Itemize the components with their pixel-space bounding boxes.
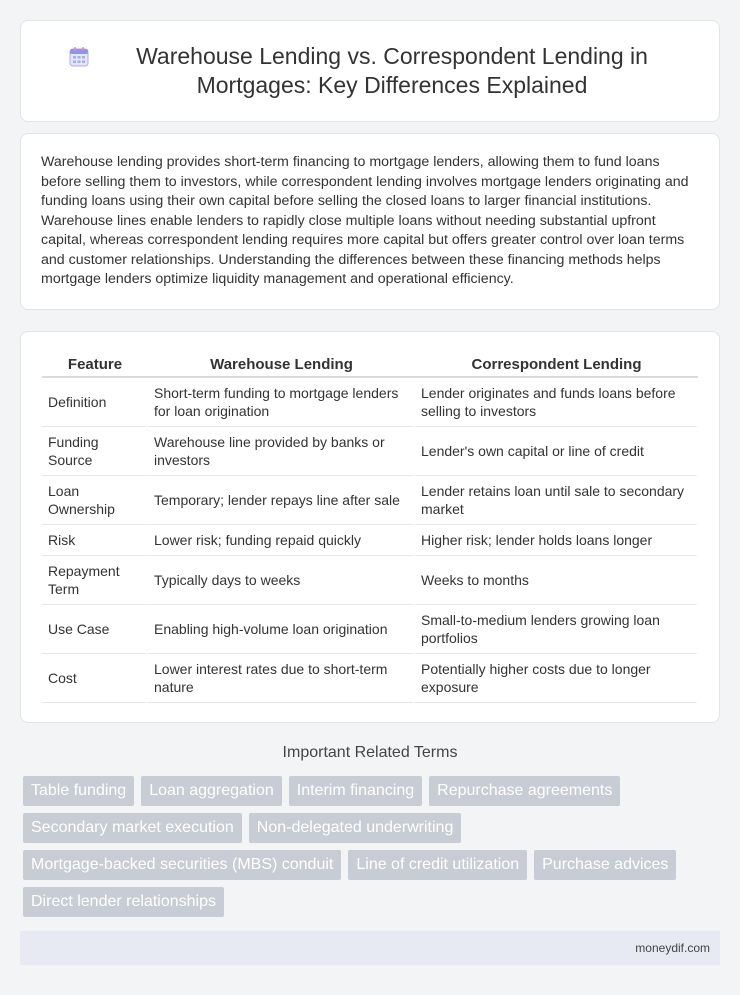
term-tag[interactable]: Mortgage-backed securities (MBS) conduit bbox=[23, 850, 341, 880]
table-row bbox=[42, 605, 698, 654]
row-warehouse: Enabling high-volume loan origination bbox=[148, 605, 415, 654]
row-warehouse: Short-term funding to mortgage lenders for loan origination bbox=[148, 378, 415, 427]
row-warehouse: Temporary; lender repays line after sale bbox=[148, 476, 415, 525]
table-row bbox=[42, 427, 698, 476]
term-tag[interactable]: Direct lender relationships bbox=[23, 887, 224, 917]
footer-site-link[interactable]: moneydif.com bbox=[635, 941, 710, 955]
term-tag[interactable]: Loan aggregation bbox=[141, 776, 282, 806]
row-correspondent: Lender retains loan until sale to secondary market bbox=[415, 476, 698, 525]
page-title: Warehouse Lending vs. Correspondent Lending in Mortgages: Key Differences Explained bbox=[136, 43, 648, 98]
intro-paragraph: Warehouse lending provides short-term financing to mortgage lenders, allowing them to fund loans before selling them to investors, while correspondent lending involves mortgage lenders originating and funding loans using their own capital before selling the closed loans to larger financial institutions. Warehouse lines enable lenders to rapidly close multiple loans without needing substantial upfront capital, whereas correspondent lending requires more capital but offers greater control over loan terms and customer relationships. Understanding the differences between these financing methods helps mortgage lenders optimize liquidity management and operational efficiency. bbox=[41, 154, 689, 287]
calendar-icon bbox=[68, 46, 90, 68]
comparison-table-card bbox=[20, 331, 720, 723]
row-feature: Definition bbox=[42, 378, 148, 427]
row-correspondent: Higher risk; lender holds loans longer bbox=[415, 525, 698, 556]
row-warehouse: Typically days to weeks bbox=[148, 556, 415, 605]
table-row bbox=[42, 378, 698, 427]
row-feature: Risk bbox=[42, 525, 148, 556]
table-row bbox=[42, 525, 698, 556]
intro-card bbox=[20, 133, 720, 310]
row-warehouse: Lower risk; funding repaid quickly bbox=[148, 525, 415, 556]
table-row bbox=[42, 556, 698, 605]
term-tag[interactable]: Secondary market execution bbox=[23, 813, 242, 843]
row-warehouse: Lower interest rates due to short-term nature bbox=[148, 654, 415, 703]
row-correspondent: Lender originates and funds loans before selling to investors bbox=[415, 378, 698, 427]
comparison-table bbox=[42, 352, 698, 703]
header-correspondent-lending: Correspondent Lending bbox=[415, 352, 698, 378]
header-feature: Feature bbox=[42, 352, 148, 378]
header-warehouse-lending: Warehouse Lending bbox=[148, 352, 415, 378]
related-terms-tags bbox=[23, 776, 723, 924]
row-correspondent: Weeks to months bbox=[415, 556, 698, 605]
row-feature: Loan Ownership bbox=[42, 476, 148, 525]
title-card bbox=[20, 20, 720, 122]
row-correspondent: Lender's own capital or line of credit bbox=[415, 427, 698, 476]
row-correspondent: Potentially higher costs due to longer exposure bbox=[415, 654, 698, 703]
row-correspondent: Small-to-medium lenders growing loan portfolios bbox=[415, 605, 698, 654]
row-feature: Funding Source bbox=[42, 427, 148, 476]
table-row bbox=[42, 476, 698, 525]
title-wrap bbox=[68, 42, 672, 100]
row-feature: Repayment Term bbox=[42, 556, 148, 605]
table-header-row bbox=[42, 352, 698, 378]
term-tag[interactable]: Table funding bbox=[23, 776, 134, 806]
term-tag[interactable]: Non-delegated underwriting bbox=[249, 813, 462, 843]
row-warehouse: Warehouse line provided by banks or investors bbox=[148, 427, 415, 476]
table-row bbox=[42, 654, 698, 703]
term-tag[interactable]: Line of credit utilization bbox=[348, 850, 527, 880]
row-feature: Use Case bbox=[42, 605, 148, 654]
term-tag[interactable]: Repurchase agreements bbox=[429, 776, 620, 806]
row-feature: Cost bbox=[42, 654, 148, 703]
term-tag[interactable]: Interim financing bbox=[289, 776, 422, 806]
term-tag[interactable]: Purchase advices bbox=[534, 850, 676, 880]
related-terms-heading: Important Related Terms bbox=[282, 744, 458, 761]
footer bbox=[20, 931, 720, 965]
